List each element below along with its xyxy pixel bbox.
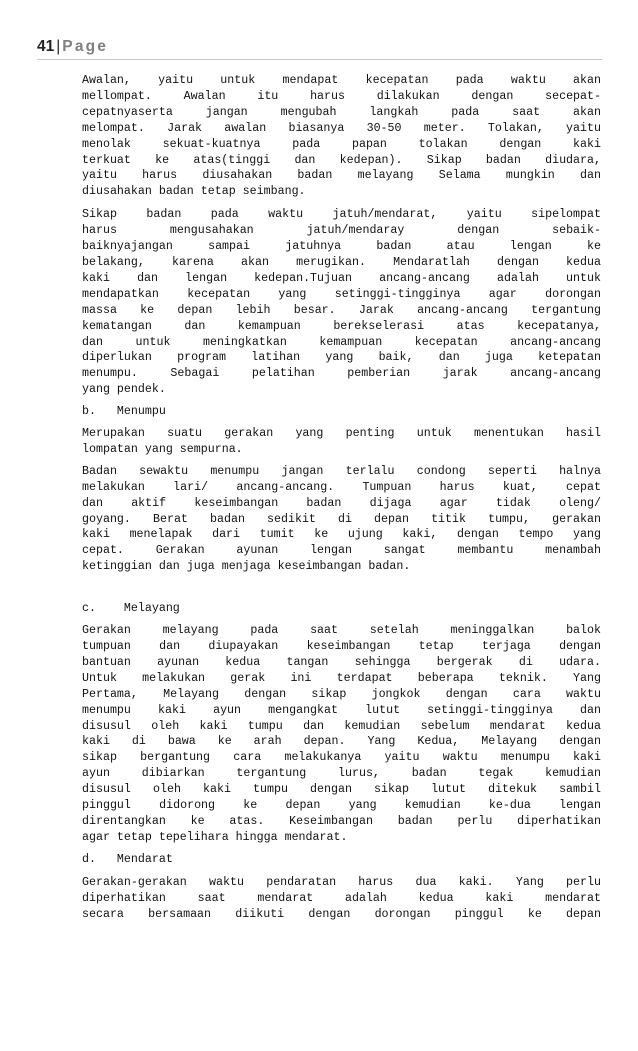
text-line: massa ke depan lebih besar. Jarak ancang-ancang tergantung [82,303,601,317]
text-line: mendapatkan kecepatan yang setinggi-tingginya agar dorongan [82,287,601,301]
text-line: sikap bergantung cara melakukanya yaitu waktu menumpu kaki [82,751,601,765]
page-number: 41 [37,38,55,55]
text-line: diperhatikan saat mendarat adalah kedua kaki mendarat [82,891,601,905]
text-line: Pertama, Melayang dengan sikap jongkok dengan cara waktu [82,687,601,701]
section-heading: d. Mendarat [82,852,173,866]
text-line: dan aktif keseimbangan badan dijaga agar tidak oleng/ [82,496,601,510]
text-line: Gerakan melayang pada saat setelah meninggalkan balok [82,624,601,638]
text-line: diperlukan program latihan yang baik, dan juga ketepatan [82,351,601,365]
text-line: lompatan yang sempurna. [82,442,243,456]
text-line: kaki menelapak dari tumit ke ujung kaki, dengan tempo yang [82,528,601,542]
text-line: disusul oleh kaki tumpu dan kemudian sebelum mendarat kedua [82,719,601,733]
page-header-separator: | [56,38,61,55]
text-line: ketinggian dan juga menjaga keseimbangan badan. [82,560,411,574]
page-label: Page [62,38,109,55]
text-line: yaitu harus diusahakan badan melayang Selama mungkin dan [82,169,601,183]
section-heading: b. Menumpu [82,405,166,419]
paragraph [82,875,601,923]
text-line: diusahakan badan tetap seimbang. [82,185,306,199]
paragraph [82,623,601,846]
text-line: secara bersamaan diikuti dengan dorongan pinggul ke depan [82,907,601,921]
section-heading: c. Melayang [82,602,180,616]
text-line: melompat. Jarak awalan biasanya 30-50 meter. Tolakan, yaitu [82,121,601,135]
text-line: disusul oleh kaki tumpu dengan sikap lutut ditekuk sambil [82,783,601,797]
text-line: kaki di bawa ke arah depan. Yang Kedua, Melayang dengan [82,735,601,749]
paragraph [82,426,601,458]
text-line: dan untuk meningkatkan kemampuan kecepatan ancang-ancang [82,335,601,349]
text-line: baiknyajangan sampai jatuhnya badan atau lengan ke [82,240,601,254]
text-line: kematangan dan kemampuan berekselerasi atas kecepatanya, [82,319,601,333]
text-line: belakang, karena akan merugikan. Mendaratlah dengan kedua [82,255,601,269]
text-line: Merupakan suatu gerakan yang penting untuk menentukan hasil [82,427,601,441]
paragraph [82,464,601,575]
text-line: Gerakan-gerakan waktu pendaratan harus dua kaki. Yang perlu [82,875,601,889]
text-line: goyang. Berat badan sedikit di depan titik tumpu, gerakan [82,512,601,526]
text-line: Untuk melakukan gerak ini terdapat beberapa teknik. Yang [82,671,601,685]
page-header [37,38,602,60]
text-line: direntangkan ke atas. Keseimbangan badan perlu diperhatikan [82,814,601,828]
text-line: Badan sewaktu menumpu jangan terlalu condong seperti halnya [82,464,601,478]
text-line: terkuat ke atas(tinggi dan kedepan). Sikap badan diudara, [82,153,601,167]
text-line: pinggul didorong ke depan yang kemudian ke-dua lengan [82,799,601,813]
text-line: melakukan lari/ ancang-ancang. Tumpuan harus kuat, cepat [82,480,601,494]
text-line: Sikap badan pada waktu jatuh/mendarat, yaitu sipelompat [82,208,601,222]
paragraph [82,207,601,398]
document-body [82,73,601,922]
text-line: bantuan ayunan kedua tangan sehingga bergerak di udara. [82,655,601,669]
text-line: menolak sekuat-kuatnya pada papan tolakan dengan kaki [82,137,601,151]
text-line: mellompat. Awalan itu harus dilakukan dengan secepat- [82,89,601,103]
text-line: Awalan, yaitu untuk mendapat kecepatan pada waktu akan [82,74,601,87]
text-line: cepat. Gerakan ayunan lengan sangat membantu menambah [82,544,601,558]
text-line: harus mengusahakan jatuh/mendaray dengan sebaik- [82,224,601,238]
text-line: yang pendek. [82,383,166,397]
text-line: ayun dibiarkan tergantung lurus, badan tegak kemudian [82,767,601,781]
text-line: kaki dan lengan kedepan.Tujuan ancang-ancang adalah untuk [82,271,601,285]
text-line: agar tetap tepelihara hingga mendarat. [82,830,348,844]
text-line: cepatnyaserta jangan mengubah langkah pada saat akan [82,105,601,119]
text-line: tumpuan dan diupayakan keseimbangan tetap terjaga dengan [82,640,601,653]
paragraph [82,73,601,200]
text-line: menumpu. Sebagai pelatihan pemberian jarak ancang-ancang [82,367,601,381]
text-line: menumpu kaki ayun mengangkat lutut setinggi-tingginya dan [82,703,601,717]
